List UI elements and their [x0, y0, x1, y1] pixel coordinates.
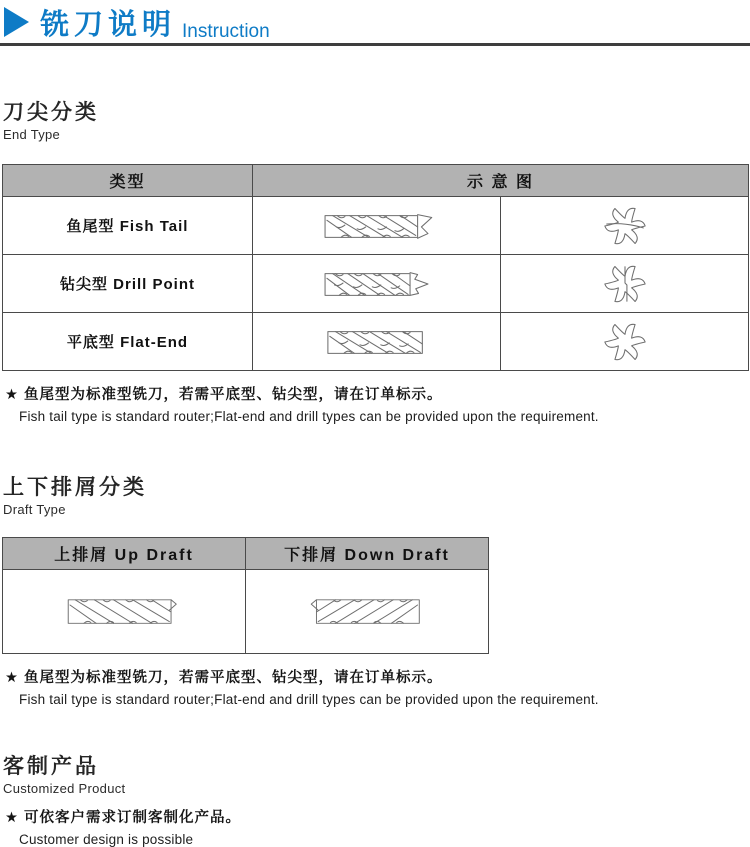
down-draft-cutter-drawing: [306, 592, 428, 632]
fish-tail-end-view-cell: [501, 197, 749, 255]
end-type-heading-zh: 刀尖分类: [3, 101, 99, 124]
section-draft-type-heading: [3, 476, 750, 517]
column-header-diagram: 示 意 图: [253, 165, 749, 197]
draft-type-note-zh: ★ 鱼尾型为标准型铣刀，若需平底型、钻尖型，请在订单标示。: [5, 670, 443, 687]
draft-type-table: [2, 537, 489, 654]
row-label-flat-end: 平底型 Flat-End: [3, 313, 253, 371]
page-title-zh: 铣刀说明: [40, 9, 177, 41]
drill-point-end-view-cell: [501, 255, 749, 313]
drill-point-end-view-drawing: [601, 260, 649, 308]
customized-note-en: Customer design is possible: [19, 832, 194, 847]
up-draft-cutter-drawing: [63, 592, 185, 632]
flat-end-side-view-cell: [253, 313, 501, 371]
table-row-fish-tail: [3, 197, 749, 255]
end-type-note-en: Fish tail type is standard router;Flat-end and drill types can be provided upon the requirement.: [19, 409, 599, 425]
row-label-drill-point: 钻尖型 Drill Point: [3, 255, 253, 313]
customized-heading-zh: 客制产品: [3, 755, 99, 779]
column-header-type: 类型: [3, 165, 253, 197]
flat-end-side-view-drawing: [318, 325, 436, 359]
flat-end-end-view-cell: [501, 313, 749, 371]
draft-type-note-en: Fish tail type is standard router;Flat-end and drill types can be provided upon the requirement.: [19, 692, 599, 708]
draft-type-heading-zh: 上下排屑分类: [3, 476, 147, 500]
end-type-table-header-row: [3, 165, 749, 197]
column-header-down-draft: 下排屑 Down Draft: [246, 538, 489, 570]
drill-point-side-view-cell: [253, 255, 501, 313]
drill-point-side-view-drawing: [318, 267, 436, 301]
flat-end-end-view-drawing: [601, 318, 649, 366]
table-row-flat-end: [3, 313, 749, 371]
down-draft-cell: [246, 570, 489, 654]
page-title-en: Instruction: [182, 21, 270, 42]
draft-table-header-row: [3, 538, 489, 570]
end-type-note: [5, 383, 750, 424]
customized-heading-en: Customized Product: [3, 781, 126, 797]
page-header: [0, 0, 750, 46]
section-customized-heading: [3, 755, 750, 796]
draft-type-heading-en: Draft Type: [3, 502, 66, 518]
draft-table-body-row: [3, 570, 489, 654]
row-label-fish-tail: 鱼尾型 Fish Tail: [3, 197, 253, 255]
end-type-heading-en: End Type: [3, 127, 61, 143]
customized-note: [5, 806, 750, 847]
header-divider: [0, 43, 750, 46]
page-title: [40, 2, 270, 43]
end-type-table: [2, 164, 749, 371]
section-arrow-icon: [4, 7, 29, 37]
section-end-type-heading: [3, 101, 750, 142]
draft-type-note: [5, 666, 750, 707]
fish-tail-side-view-drawing: [318, 209, 436, 243]
table-row-drill-point: [3, 255, 749, 313]
column-header-up-draft: 上排屑 Up Draft: [3, 538, 246, 570]
up-draft-cell: [3, 570, 246, 654]
fish-tail-side-view-cell: [253, 197, 501, 255]
fish-tail-end-view-drawing: [601, 202, 649, 250]
end-type-note-zh: ★ 鱼尾型为标准型铣刀，若需平底型、钻尖型，请在订单标示。: [5, 387, 443, 404]
customized-note-zh: ★ 可依客户需求订制客制化产品。: [5, 810, 242, 827]
